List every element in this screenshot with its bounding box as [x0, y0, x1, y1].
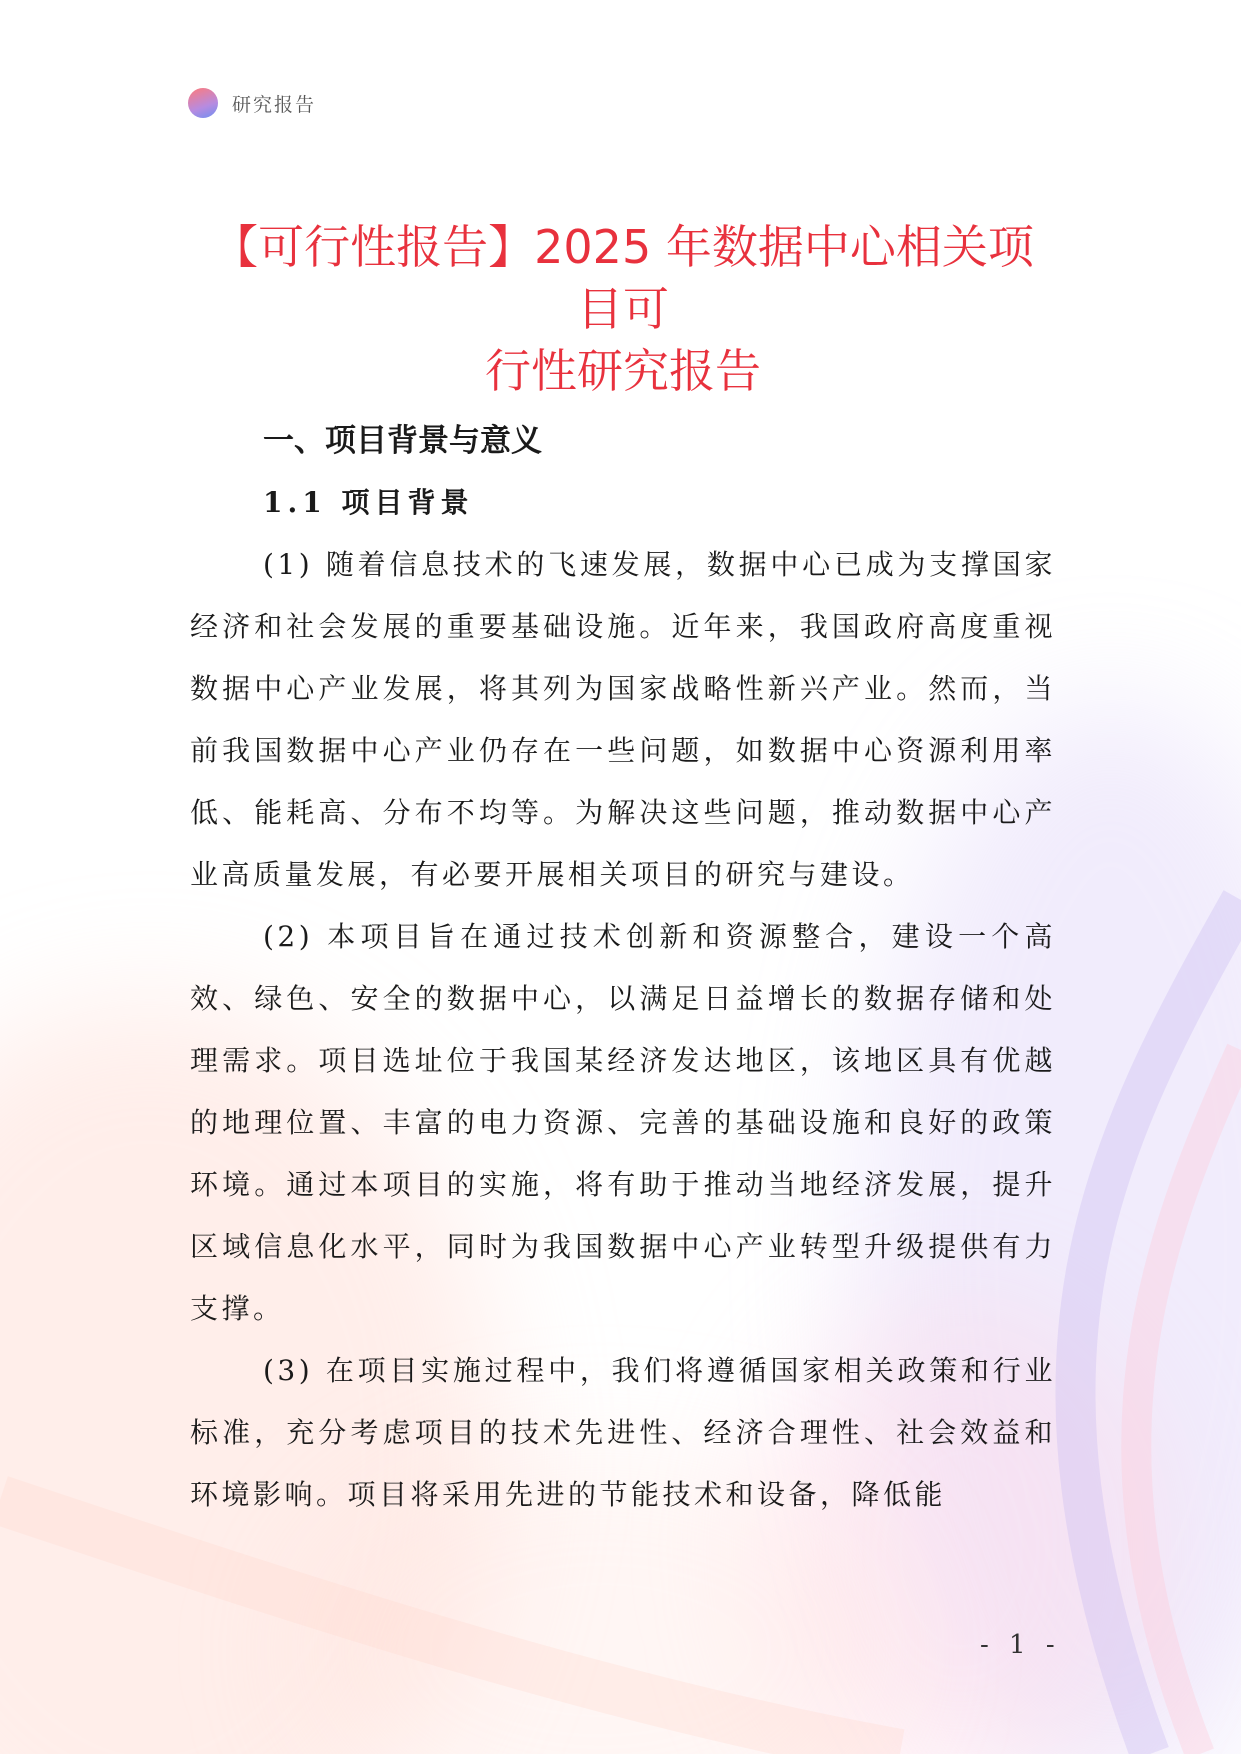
document-body [190, 410, 1056, 1526]
header-label: 研究报告 [232, 93, 317, 116]
sub-heading: 1.1 项目背景 [263, 486, 474, 519]
page-number: - 1 - [980, 1630, 1061, 1660]
title-line-1: 【可行性报告】2025 年数据中心相关项目可 [212, 220, 1034, 336]
report-header [188, 88, 316, 118]
paragraph-1: (1) 随着信息技术的飞速发展，数据中心已成为支撑国家经济和社会发展的重要基础设施。近年来，我国政府高度重视数据中心产业发展，将其列为国家战略性新兴产业。然而，当前我国数据中心产业仍存在一些问题，如数据中心资源利用率低、能耗高、分布不均等。为解决这些问题，推动数据中心产业高质量发展，有必要开展相关项目的研究与建设。 [190, 548, 1056, 891]
section-heading: 一、项目背景与意义 [263, 423, 542, 459]
document-title [190, 216, 1056, 402]
paragraph-2: (2) 本项目旨在通过技术创新和资源整合，建设一个高效、绿色、安全的数据中心，以满足日益增长的数据存储和处理需求。项目选址位于我国某经济发达地区，该地区具有优越的地理位置、丰富的电力资源、完善的基础设施和良好的政策环境。通过本项目的实施，将有助于推动当地经济发展，提升区域信息化水平，同时为我国数据中心产业转型升级提供有力支撑。 [190, 920, 1056, 1325]
paragraph-3: (3) 在项目实施过程中，我们将遵循国家相关政策和行业标准，充分考虑项目的技术先进性、经济合理性、社会效益和环境影响。项目将采用先进的节能技术和设备，降低能 [190, 1354, 1056, 1511]
title-line-2: 行性研究报告 [485, 344, 761, 398]
logo-icon [188, 88, 218, 118]
